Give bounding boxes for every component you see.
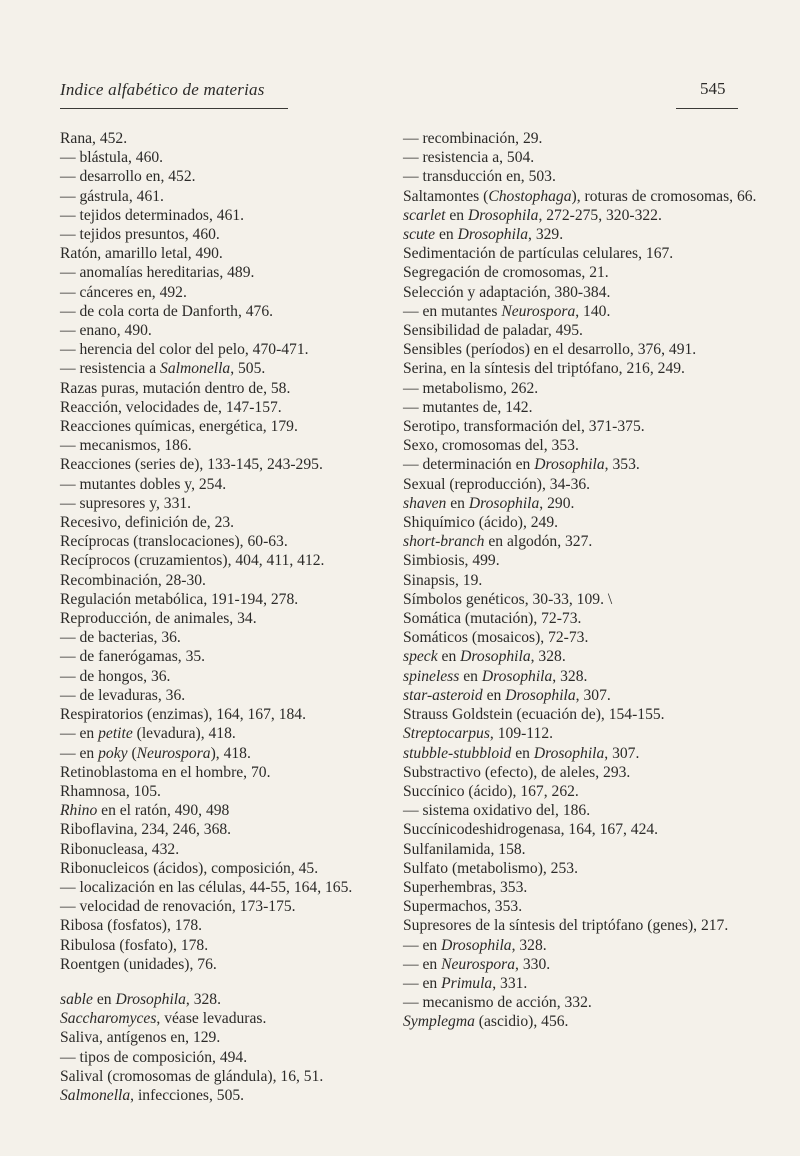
- index-entry: Ribonucleasa, 432.: [60, 840, 180, 858]
- index-entry: — en mutantes Neurospora, 140.: [403, 302, 611, 320]
- index-entry: — tipos de composición, 494.: [60, 1048, 248, 1066]
- index-entry: — de bacterias, 36.: [60, 629, 181, 647]
- index-entry: — mecanismo de acción, 332.: [403, 994, 592, 1012]
- index-entry: Riboflavina, 234, 246, 368.: [60, 821, 232, 839]
- page-number: 545: [700, 79, 726, 98]
- index-entry: Saltamontes (Chostophaga), roturas de cromosomas, 66.: [403, 187, 757, 205]
- index-entry: Sulfato (metabolismo), 253.: [403, 859, 578, 877]
- index-entry: — localización en las células, 44-55, 164, 165.: [60, 878, 353, 896]
- index-entry: — determinación en Drosophila, 353.: [403, 456, 640, 474]
- index-entry: shaven en Drosophila, 290.: [403, 494, 575, 512]
- index-entry: speck en Drosophila, 328.: [403, 648, 566, 666]
- index-entry: — tejidos determinados, 461.: [60, 206, 245, 224]
- index-entry: Somática (mutación), 72-73.: [403, 610, 582, 628]
- index-column-right: [403, 129, 758, 1032]
- index-entry: Strauss Goldstein (ecuación de), 154-155.: [403, 706, 665, 724]
- index-entry: scarlet en Drosophila, 272-275, 320-322.: [403, 206, 662, 224]
- index-entry: Salmonella, infecciones, 505.: [60, 1086, 245, 1104]
- index-entry: — mutantes de, 142.: [403, 398, 533, 416]
- index-entry: Retinoblastoma en el hombre, 70.: [60, 763, 271, 781]
- index-entry: — de levaduras, 36.: [60, 686, 186, 704]
- index-entry: Streptocarpus, 109-112.: [403, 725, 554, 743]
- index-entry: Rana, 452.: [60, 130, 128, 147]
- index-entry: — en petite (levadura), 418.: [60, 725, 236, 743]
- index-entry: Reproducción, de animales, 34.: [60, 610, 257, 628]
- index-entry: Rhamnosa, 105.: [60, 782, 161, 800]
- index-entry: sable en Drosophila, 328.: [60, 990, 221, 1008]
- index-entry: Rhino en el ratón, 490, 498: [60, 802, 230, 820]
- index-entry: Selección y adaptación, 380-384.: [403, 283, 611, 301]
- index-entry: — cánceres en, 492.: [60, 283, 187, 301]
- index-entry: short-branch en algodón, 327.: [403, 533, 593, 551]
- index-entry: Razas puras, mutación dentro de, 58.: [60, 379, 291, 397]
- index-entry: — mutantes dobles y, 254.: [60, 475, 227, 493]
- index-entry: — resistencia a, 504.: [403, 149, 535, 167]
- index-entry: — anomalías hereditarias, 489.: [60, 264, 255, 282]
- letter-gap: [60, 974, 405, 990]
- index-entry: Symplegma (ascidio), 456.: [403, 1013, 569, 1031]
- index-entry: — velocidad de renovación, 173-175.: [60, 898, 296, 916]
- index-entry: Reacciones (series de), 133-145, 243-295.: [60, 456, 323, 474]
- index-entry: — en Drosophila, 328.: [403, 936, 547, 954]
- index-entry: Roentgen (unidades), 76.: [60, 955, 217, 973]
- index-entry: — tejidos presuntos, 460.: [60, 226, 220, 244]
- index-entry: Succínico (ácido), 167, 262.: [403, 782, 579, 800]
- index-entry: — sistema oxidativo del, 186.: [403, 802, 591, 820]
- header-rule-right: [676, 108, 738, 109]
- index-entry: Supermachos, 353.: [403, 898, 523, 916]
- index-entry: Sexo, cromosomas del, 353.: [403, 437, 579, 455]
- index-entry: Superhembras, 353.: [403, 878, 528, 896]
- index-entry: Somáticos (mosaicos), 72-73.: [403, 629, 589, 647]
- index-entry: Sulfanilamida, 158.: [403, 840, 526, 858]
- index-entry: Serina, en la síntesis del triptófano, 216, 249.: [403, 360, 685, 378]
- index-entry: — resistencia a Salmonella, 505.: [60, 360, 266, 378]
- index-group-s-cont: [403, 129, 758, 1032]
- index-entry: Substractivo (efecto), de aleles, 293.: [403, 763, 631, 781]
- index-entry: Recesivo, definición de, 23.: [60, 514, 235, 532]
- index-entry: Símbolos genéticos, 30-33, 109. \: [403, 590, 613, 608]
- header-rule-left: [60, 108, 288, 109]
- index-entry: Respiratorios (enzimas), 164, 167, 184.: [60, 706, 306, 724]
- index-entry: Segregación de cromosomas, 21.: [403, 264, 609, 282]
- index-entry: Recíprocos (cruzamientos), 404, 411, 412.: [60, 552, 325, 570]
- index-entry: — metabolismo, 262.: [403, 379, 539, 397]
- index-entry: Ribulosa (fosfato), 178.: [60, 936, 209, 954]
- index-entry: scute en Drosophila, 329.: [403, 226, 564, 244]
- index-entry: — en Primula, 331.: [403, 974, 528, 992]
- index-entry: — blástula, 460.: [60, 149, 164, 167]
- index-entry: Sexual (reproducción), 34-36.: [403, 475, 591, 493]
- index-entry: — transducción en, 503.: [403, 168, 556, 186]
- index-entry: star-asteroid en Drosophila, 307.: [403, 686, 611, 704]
- index-entry: — recombinación, 29.: [403, 130, 543, 147]
- index-entry: Succínicodeshidrogenasa, 164, 167, 424.: [403, 821, 659, 839]
- index-entry: Sensibles (períodos) en el desarrollo, 376, 491.: [403, 341, 697, 359]
- index-entry: — de cola corta de Danforth, 476.: [60, 302, 274, 320]
- index-entry: spineless en Drosophila, 328.: [403, 667, 588, 685]
- index-entry: Reacción, velocidades de, 147-157.: [60, 398, 282, 416]
- index-entry: — supresores y, 331.: [60, 494, 192, 512]
- index-entry: Regulación metabólica, 191-194, 278.: [60, 590, 299, 608]
- index-entry: Ribosa (fosfatos), 178.: [60, 917, 203, 935]
- index-entry: Saliva, antígenos en, 129.: [60, 1029, 221, 1047]
- index-entry: — enano, 490.: [60, 322, 152, 340]
- index-entry: — herencia del color del pelo, 470-471.: [60, 341, 309, 359]
- index-entry: Simbiosis, 499.: [403, 552, 500, 570]
- index-entry: Saccharomyces, véase levaduras.: [60, 1010, 267, 1028]
- index-entry: Ratón, amarillo letal, 490.: [60, 245, 223, 263]
- index-entry: Salival (cromosomas de glándula), 16, 51.: [60, 1067, 324, 1085]
- index-group-r: [60, 129, 405, 974]
- running-header-title: Indice alfabético de materias: [60, 80, 265, 99]
- index-entry: Supresores de la síntesis del triptófano (genes), 217.: [403, 917, 729, 935]
- index-entry: — gástrula, 461.: [60, 187, 164, 205]
- index-entry: Recombinación, 28-30.: [60, 571, 206, 589]
- index-entry: Sinapsis, 19.: [403, 571, 483, 589]
- index-entry: Ribonucleicos (ácidos), composición, 45.: [60, 859, 319, 877]
- index-entry: — mecanismos, 186.: [60, 437, 192, 455]
- index-entry: — de hongos, 36.: [60, 667, 171, 685]
- index-entry: Sensibilidad de paladar, 495.: [403, 322, 583, 340]
- index-entry: — en Neurospora, 330.: [403, 955, 551, 973]
- index-group-s: [60, 990, 405, 1105]
- index-entry: — desarrollo en, 452.: [60, 168, 196, 186]
- index-entry: Reacciones químicas, energética, 179.: [60, 418, 298, 436]
- index-entry: Recíprocas (translocaciones), 60-63.: [60, 533, 288, 551]
- index-entry: Sedimentación de partículas celulares, 167.: [403, 245, 674, 263]
- index-column-left: [60, 129, 405, 1105]
- index-entry: — en poky (Neurospora), 418.: [60, 744, 251, 762]
- index-entry: Serotipo, transformación del, 371-375.: [403, 418, 645, 436]
- index-entry: — de fanerógamas, 35.: [60, 648, 206, 666]
- index-entry: stubble-stubbloid en Drosophila, 307.: [403, 744, 640, 762]
- index-entry: Shiquímico (ácido), 249.: [403, 514, 559, 532]
